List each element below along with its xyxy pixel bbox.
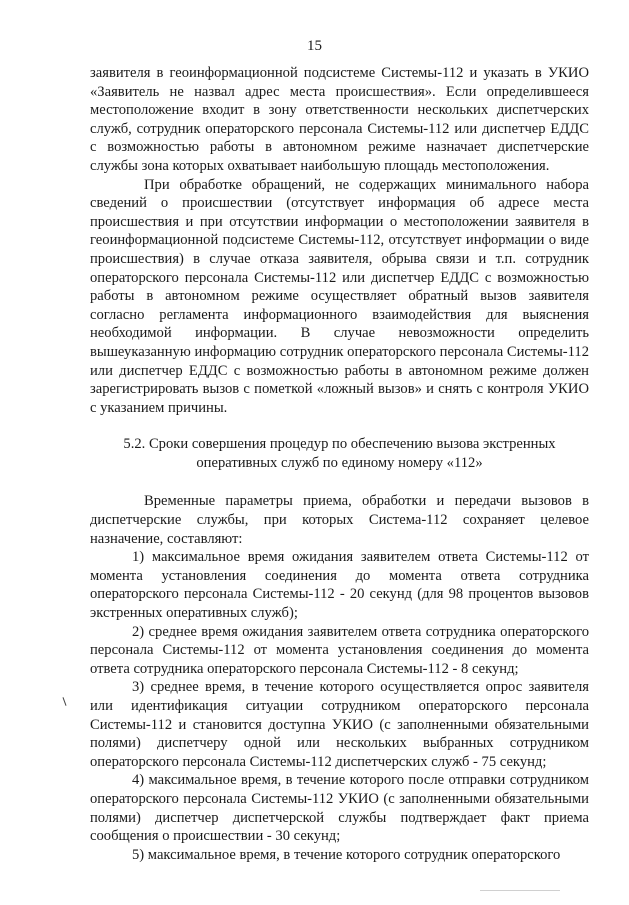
stray-mark [62, 697, 66, 706]
list-item-4: 4) максимальное время, в течение которого после отправки сотрудником операторского персонала Системы-112 УКИО (с заполненными обязательными полями) диспетчер диспетчерской службы подтверждает факт приема сообщения о происшествии - 30 секунд; [90, 772, 589, 845]
list-item-2: 2) среднее время ожидания заявителем ответа сотрудника операторского персонала Системы-112 от момента установления соединения до момента ответа сотрудника операторского персонала Системы-112 - 8 секунд; [90, 623, 589, 677]
list-item-5: 5) максимальное время, в течение которого сотрудник операторского [132, 846, 561, 863]
page-content [90, 64, 589, 864]
section-heading: 5.2. Сроки совершения процедур по обеспечению вызова экстренных оперативных служб по единому номеру «112» [123, 436, 556, 471]
bottom-rule [480, 890, 560, 891]
paragraph-continuation: заявителя в геоинформационной подсистеме Системы-112 и указать в УКИО «Заявитель не назвал адрес места происшествия». Если определившееся местоположение входит в зону ответственности нескольких диспетчерских служб, сотрудник операторского персонала Системы-112 или диспетчер ЕДДС с возможностью работы в автономном режиме назначает диспетчерские службы зона которых охватывает наибольшую площадь местоположения. [90, 65, 589, 174]
paragraph-time-parameters: Временные параметры приема, обработки и передачи вызовов в диспетчерские службы, при которых Система-112 сохраняет целевое назначение, составляют: [90, 493, 589, 547]
page-number: 15 [307, 38, 322, 54]
list-item-3: 3) среднее время, в течение которого осуществляется опрос заявителя или идентификация ситуации сотрудником операторского персонала Системы-112 и становится доступна УКИО (с заполненными обязательными полями) диспетчеру одной или нескольких выбранных сотрудником операторского персонала Системы-112 диспетчерских служб - 75 секунд; [90, 679, 589, 770]
paragraph-incomplete-calls: При обработке обращений, не содержащих минимального набора сведений о происшествии (отсутствует информация об адресе места происшествия и при отсутствии информации о местоположении заявителя в геоинформационной подсистеме Системы-112, отсутствует информации о виде происшествия) в случае отказа заявителя, обрыва связи и т.п. сотрудник операторского персонала Системы-112 или диспетчер ЕДДС с возможностью работы в автономном режиме осуществляет обратный вызов заявителя согласно регламента информационного взаимодействия для выяснения необходимой информации. В случае невозможности определить вышеуказанную информацию сотрудник операторского персонала Системы-112 или диспетчер ЕДДС с возможностью работы в автономном режиме должен зарегистрировать вызов с пометкой «ложный вызов» и снять с контроля УКИО с указанием причины. [90, 176, 589, 416]
list-item-1: 1) максимальное время ожидания заявителем ответа Системы-112 от момента установления соединения до момента ответа сотрудника операторского персонала Системы-112 - 20 секунд (для 98 процентов вызовов экстренных оперативных служб); [90, 549, 589, 622]
